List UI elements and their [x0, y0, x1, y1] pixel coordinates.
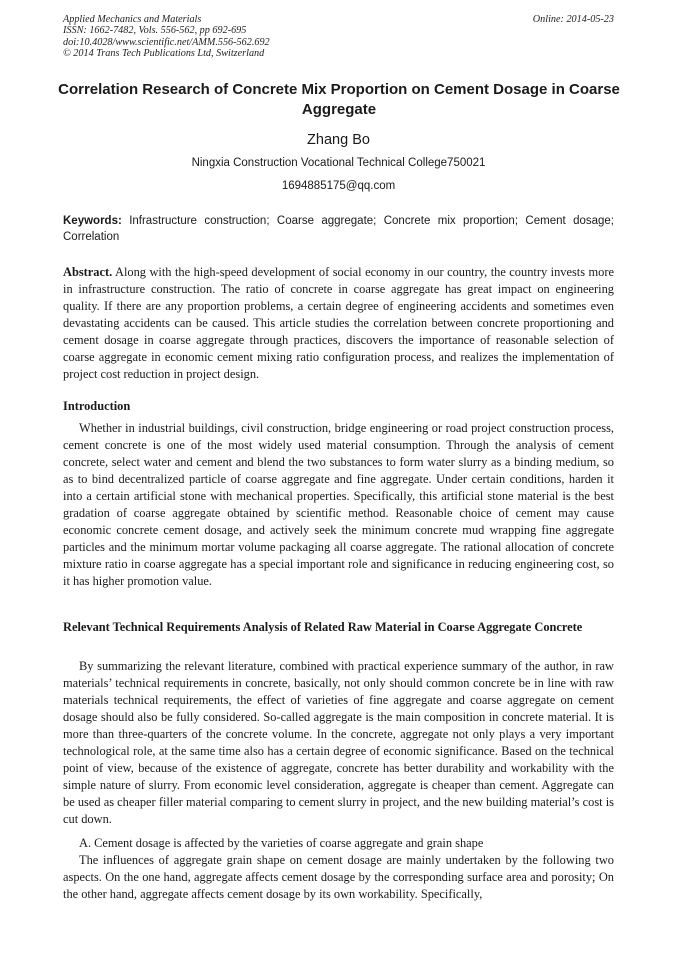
keywords-label: Keywords: — [63, 215, 122, 227]
keywords-text: Infrastructure construction; Coarse aggregate; Concrete mix proportion; Cement dosage; Correlation — [63, 215, 614, 243]
subsection-a-paragraph: The influences of aggregate grain shape on cement dosage are mainly undertaken by the following two aspects. On the one hand, aggregate affects cement dosage by the corresponding surface area and porosity; On the other hand, aggregate affects cement dosage by its own workability. Specifically, — [63, 853, 614, 901]
abstract-label: Abstract. — [63, 265, 113, 279]
keywords-block — [63, 214, 614, 245]
introduction-paragraph: Whether in industrial buildings, civil construction, bridge engineering or road project construction process, cement concrete is one of the most widely used material consumption. Through the analysis of cement concrete, select water and cement and blend the two substances to form water slurry as a binding medium, so as to bind decentralized particle of coarse aggregate and fine aggregate. Under certain conditions, harden it into a certain artificial stone with mechanical properties. Specifically, this artificial stone material is the best gradation of coarse aggregate obtained by scientific method. Reasonable choice of cement may cause economic concrete cement dosage, and actively seek the minimum concrete mud wrapping fine aggregate particles and the minimum mortar volume packaging all coarse aggregate. The rational allocation of concrete mixture ratio in coarse aggregate has a special important role and significance in reducing engineering cost, so it has higher promotion value. — [63, 421, 614, 588]
journal-header — [63, 14, 270, 59]
subsection-a-heading: A. Cement dosage is affected by the varieties of coarse aggregate and grain shape — [79, 836, 484, 850]
journal-name: Applied Mechanics and Materials — [63, 14, 202, 25]
online-date: Online: 2014-05-23 — [532, 14, 614, 25]
doi-line: doi:10.4028/www.scientific.net/AMM.556-562.692 — [63, 36, 270, 48]
issn-line: ISSN: 1662-7482, Vols. 556-562, pp 692-695 — [63, 25, 247, 37]
section-heading-requirements: Relevant Technical Requirements Analysis of Related Raw Material in Coarse Aggregate Concrete — [63, 620, 583, 634]
requirements-paragraph: By summarizing the relevant literature, combined with practical experience summary of the author, in raw materials’ technical requirements in concrete, basically, not only should common concrete be in line with raw materials technical requirements, the effect of varieties of fine aggregate and coarse aggregate on cement dosage should also be fully considered. So-called aggregate is the main composition in concrete material. It is more than three-quarters of the concrete volume. In the concrete, aggregate not only plays a very important technological role, at the same time also has a certain degree of economic significance. Based on the technical point of view, because of the existence of aggregate, concrete has better durability and workability with the simple nature of slurry. From economic level consideration, aggregate is cheaper than cement. Aggregate can be used as cheaper filler material comparing to cement slurry in project, and the new building material’s cost is cut down. — [63, 659, 614, 826]
author-email: 1694885175@qq.com — [281, 180, 396, 192]
author-affiliation: Ningxia Construction Vocational Technical College750021 — [191, 157, 486, 169]
paper-title: Correlation Research of Concrete Mix Proportion on Cement Dosage in Coarse Aggregate — [58, 81, 620, 118]
abstract-text: Along with the high-speed development of social economy in our country, the country invests more in infrastructure construction. The ratio of concrete in coarse aggregate has great impact on engineering quality. If there are any proportion problems, a certain degree of engineering accidents and sometimes even devastating accidents can be caused. This article studies the correlation between concrete proportioning and cement dosage in coarse aggregate through practices, discovers the importance of reasonable selection of coarse aggregate in economic cement mixing ratio configuration process, and realizes the implementation of project cost reduction in project design. — [63, 265, 614, 381]
author-name: Zhang Bo — [307, 132, 370, 148]
abstract-block — [63, 264, 614, 383]
section-heading-introduction: Introduction — [63, 399, 131, 413]
copyright-line: © 2014 Trans Tech Publications Ltd, Switzerland — [63, 47, 265, 59]
